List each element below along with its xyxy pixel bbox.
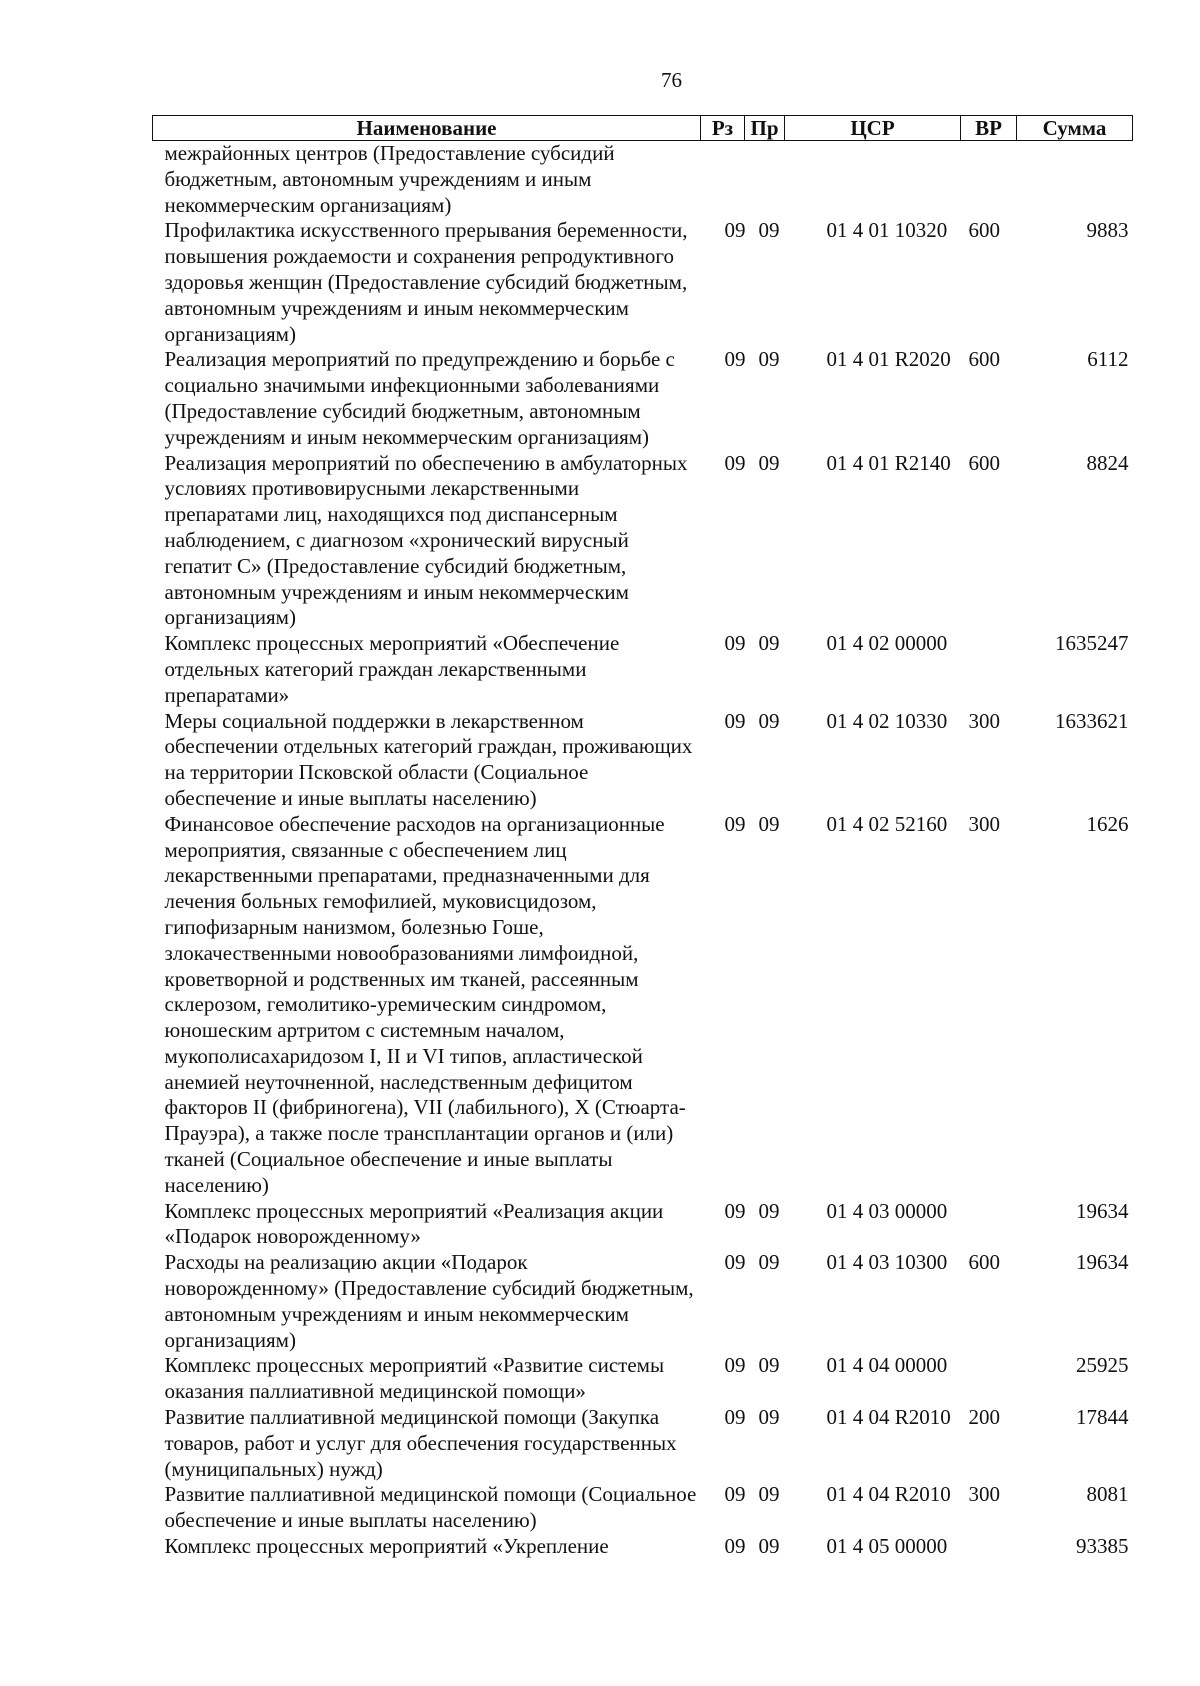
cell-rz: 09 bbox=[724, 450, 746, 475]
cell-pr: 09 bbox=[758, 631, 780, 656]
cell-rz: 09 bbox=[724, 631, 746, 656]
cell-vr: 600 bbox=[968, 450, 1000, 475]
table-header bbox=[153, 116, 1133, 141]
cell-rz: 09 bbox=[724, 708, 746, 733]
cell-sum: 9883 bbox=[1086, 218, 1129, 243]
table-body bbox=[153, 141, 1133, 1560]
cell-sum: 1635247 bbox=[1055, 631, 1129, 656]
cell-name: Профилактика искусственного прерывания беременности, повышения рождаемости и сохранения репродуктивного здоровья женщин (Предоставление субсидий бюджетным, автономным учреждениям и иным некоммерческим организациям) bbox=[164, 218, 688, 346]
cell-sum: 8081 bbox=[1086, 1482, 1129, 1507]
cell-rz: 09 bbox=[724, 811, 746, 836]
cell-pr: 09 bbox=[758, 1353, 780, 1378]
header-vr: ВР bbox=[961, 116, 1017, 141]
cell-vr bbox=[961, 631, 1017, 708]
cell-csr: 01 4 02 52160 bbox=[826, 811, 948, 836]
header-csr: ЦСР bbox=[785, 116, 961, 141]
cell-sum: 6112 bbox=[1087, 347, 1129, 372]
cell-name: Расходы на реализацию акции «Подарок новорожденному» (Предоставление субсидий бюджетным, автономным учреждениям и иным некоммерческим организациям) bbox=[164, 1250, 694, 1352]
cell-rz: 09 bbox=[724, 1534, 746, 1559]
cell-name: Развитие паллиативной медицинской помощи (Закупка товаров, работ и услуг для обеспечения государственных (муниципальных) нужд) bbox=[164, 1405, 677, 1481]
cell-pr: 09 bbox=[758, 1534, 780, 1559]
cell-vr: 300 bbox=[968, 811, 1000, 836]
cell-pr: 09 bbox=[758, 1482, 780, 1507]
cell-sum: 8824 bbox=[1086, 450, 1129, 475]
table-row bbox=[153, 1199, 1133, 1251]
cell-vr bbox=[961, 141, 1017, 219]
cell-sum: 25925 bbox=[1076, 1353, 1129, 1378]
cell-vr bbox=[961, 1534, 1017, 1560]
cell-csr: 01 4 04 00000 bbox=[826, 1353, 948, 1378]
table-row bbox=[153, 709, 1133, 812]
cell-name: Реализация мероприятий по предупреждению и борьбе с социально значимыми инфекционными заболеваниями (Предоставление субсидий бюджетным, автономным учреждениям и иным некоммерческим организациям) bbox=[164, 347, 675, 449]
cell-csr: 01 4 03 00000 bbox=[826, 1198, 948, 1223]
cell-pr: 09 bbox=[758, 347, 780, 372]
cell-rz: 09 bbox=[724, 1482, 746, 1507]
cell-vr: 600 bbox=[968, 347, 1000, 372]
table-row bbox=[153, 812, 1133, 1199]
cell-rz: 09 bbox=[724, 1198, 746, 1223]
cell-name: Финансовое обеспечение расходов на организационные мероприятия, связанные с обеспечением лиц лекарственными препаратами, предназначенными для лечения больных гемофилией, муковисцидозом, гипофизарным нанизмом, болезнью Гоше, злокачественными новообразованиями лимфоидной, кроветворной и родственных им тканей, рассеянным склерозом, гемолитико-уремическим синдромом, юношеским артритом с системным началом, мукополисахаридозом I, II и VI типов, апластической анемией неуточненной, наследственным дефицитом факторов II (фибриногена), VII (лабильного), X (Стюарта-Прауэра), а также после трансплантации органов и (или) тканей (Социальное обеспечение и иные выплаты населению) bbox=[164, 811, 686, 1197]
cell-rz: 09 bbox=[724, 1405, 746, 1430]
cell-pr: 09 bbox=[758, 450, 780, 475]
cell-sum: 1633621 bbox=[1055, 708, 1129, 733]
cell-sum bbox=[1017, 141, 1133, 219]
cell-name: Меры социальной поддержки в лекарственном обеспечении отдельных категорий граждан, проживающих на территории Псковской области (Социальное обеспечение и иные выплаты населению) bbox=[164, 708, 693, 810]
cell-csr bbox=[785, 141, 961, 219]
cell-pr: 09 bbox=[758, 811, 780, 836]
cell-vr bbox=[961, 1353, 1017, 1405]
cell-pr: 09 bbox=[758, 218, 780, 243]
cell-rz: 09 bbox=[724, 1353, 746, 1378]
table-row bbox=[153, 1534, 1133, 1560]
cell-csr: 01 4 04 R2010 bbox=[826, 1405, 951, 1430]
cell-csr: 01 4 03 10300 bbox=[826, 1250, 948, 1275]
header-sum: Сумма bbox=[1017, 116, 1133, 141]
budget-table bbox=[152, 115, 1133, 1560]
cell-name: Развитие паллиативной медицинской помощи (Социальное обеспечение и иные выплаты населению) bbox=[164, 1482, 697, 1533]
cell-csr: 01 4 02 00000 bbox=[826, 631, 948, 656]
cell-vr: 600 bbox=[968, 218, 1000, 243]
cell-name: Комплекс процессных мероприятий «Развитие системы оказания паллиативной медицинской помощи» bbox=[164, 1353, 665, 1404]
table-row bbox=[153, 451, 1133, 632]
cell-name: Комплекс процессных мероприятий «Укрепление bbox=[164, 1534, 609, 1559]
cell-vr: 300 bbox=[968, 1482, 1000, 1507]
cell-sum: 19634 bbox=[1076, 1250, 1129, 1275]
cell-pr: 09 bbox=[758, 708, 780, 733]
cell-sum: 93385 bbox=[1076, 1534, 1129, 1559]
table-row bbox=[153, 631, 1133, 708]
cell-name: Комплекс процессных мероприятий «Реализация акции «Подарок новорожденному» bbox=[164, 1198, 664, 1249]
cell-csr: 01 4 05 00000 bbox=[826, 1534, 948, 1559]
cell-pr bbox=[745, 141, 785, 219]
cell-csr: 01 4 01 R2020 bbox=[826, 347, 951, 372]
table-row bbox=[153, 1405, 1133, 1482]
cell-csr: 01 4 01 10320 bbox=[826, 218, 948, 243]
cell-rz: 09 bbox=[724, 218, 746, 243]
cell-pr: 09 bbox=[758, 1198, 780, 1223]
table-row bbox=[153, 218, 1133, 347]
cell-csr: 01 4 02 10330 bbox=[826, 708, 948, 733]
cell-name: межрайонных центров (Предоставление субсидий бюджетным, автономным учреждениям и иным некоммерческим организациям) bbox=[164, 141, 615, 217]
cell-sum: 19634 bbox=[1076, 1198, 1129, 1223]
cell-vr: 600 bbox=[968, 1250, 1000, 1275]
cell-rz: 09 bbox=[724, 347, 746, 372]
cell-vr: 300 bbox=[968, 708, 1000, 733]
table-row bbox=[153, 347, 1133, 450]
cell-pr: 09 bbox=[758, 1405, 780, 1430]
header-rz: Рз bbox=[701, 116, 745, 141]
header-pr: Пр bbox=[745, 116, 785, 141]
cell-rz bbox=[701, 141, 745, 219]
cell-sum: 1626 bbox=[1086, 811, 1129, 836]
table-row bbox=[153, 1482, 1133, 1534]
cell-csr: 01 4 01 R2140 bbox=[826, 450, 951, 475]
cell-name: Реализация мероприятий по обеспечению в амбулаторных условиях противовирусными лекарственными препаратами лиц, находящихся под диспансерным наблюдением, с диагнозом «хронический вирусный гепатит С» (Предоставление субсидий бюджетным, автономным учреждениям и иным некоммерческим организациям) bbox=[164, 450, 688, 630]
table-row bbox=[153, 141, 1133, 219]
cell-csr: 01 4 04 R2010 bbox=[826, 1482, 951, 1507]
cell-name: Комплекс процессных мероприятий «Обеспечение отдельных категорий граждан лекарственными препаратами» bbox=[164, 631, 620, 707]
table-row bbox=[153, 1250, 1133, 1353]
table-row bbox=[153, 1353, 1133, 1405]
cell-vr bbox=[961, 1199, 1017, 1251]
cell-vr: 200 bbox=[968, 1405, 1000, 1430]
page-number: 76 bbox=[661, 68, 682, 92]
header-name: Наименование bbox=[153, 116, 701, 141]
cell-pr: 09 bbox=[758, 1250, 780, 1275]
cell-sum: 17844 bbox=[1076, 1405, 1129, 1430]
header-row bbox=[153, 116, 1133, 141]
cell-rz: 09 bbox=[724, 1250, 746, 1275]
